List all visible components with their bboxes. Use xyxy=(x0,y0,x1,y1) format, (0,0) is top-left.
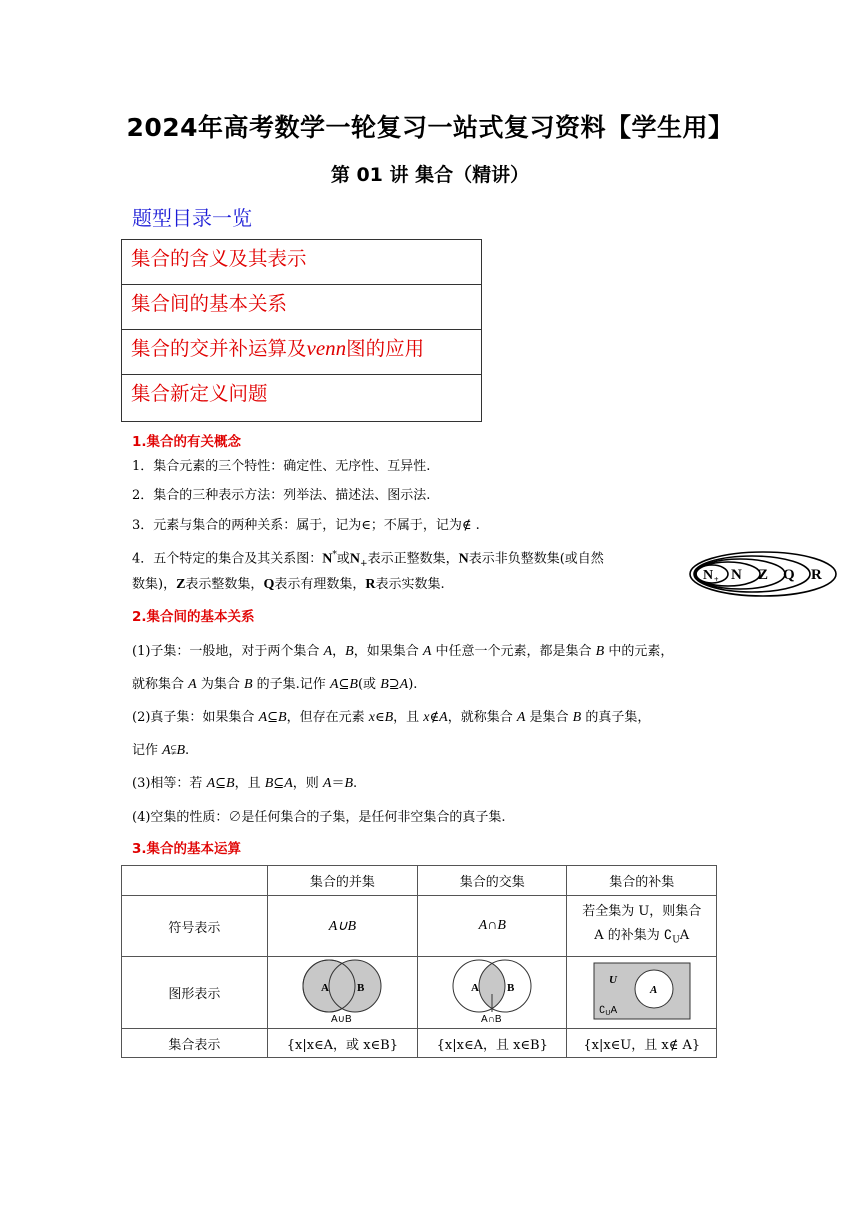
venn-intersect-caption: A∩B xyxy=(481,1013,502,1024)
section1-line1: 1．集合元素的三个特性：确定性、无序性、互异性. xyxy=(132,459,431,474)
empty-set-line: (4)空集的性质：∅是任何集合的子集，是任何非空集合的真子集. xyxy=(132,810,506,825)
subset-line1 xyxy=(132,642,673,662)
subset-line2 xyxy=(132,675,417,695)
sym: B xyxy=(278,710,287,725)
sym: B xyxy=(345,644,354,659)
toc-item-operations-tail: 图的应用 xyxy=(346,337,425,360)
diagram-label-plus: + xyxy=(714,575,719,584)
sym: B xyxy=(380,677,389,692)
section2-title: 2.集合间的基本关系 xyxy=(132,609,255,625)
lecture-subtitle: 第 01 讲 集合（精讲） xyxy=(330,164,530,186)
text: ⫋ xyxy=(170,743,177,758)
intersection-symbol xyxy=(418,896,567,957)
text: . xyxy=(353,776,358,791)
diagram-label-r: R xyxy=(811,567,822,583)
text: A 的补集为 ∁ xyxy=(594,927,673,943)
text: ， xyxy=(332,644,346,659)
diagram-label-z: Z xyxy=(758,567,769,583)
text: ，但存在元素 xyxy=(286,710,369,725)
text: 为集合 xyxy=(196,677,244,692)
text: 的子集.记作 xyxy=(252,677,330,692)
text: A xyxy=(679,927,690,943)
text: ，就称集合 xyxy=(447,710,517,725)
union-set-builder: {x|x∈A，或 x∈B} xyxy=(267,1029,417,1058)
union-venn-diagram xyxy=(297,958,387,1024)
sym: R xyxy=(365,577,376,592)
toc-item-new-definition[interactable]: 集合新定义问题 xyxy=(131,382,268,405)
sym: * xyxy=(332,550,337,560)
sym: A xyxy=(399,677,409,692)
sym: Z xyxy=(176,577,186,592)
sym: B xyxy=(349,677,358,692)
row-label-figure: 图形表示 xyxy=(122,957,268,1029)
row-label-set: 集合表示 xyxy=(122,1029,268,1058)
sym: B xyxy=(264,776,274,791)
sub: U xyxy=(672,935,680,946)
table-header-complement: 集合的补集 xyxy=(567,866,717,896)
text: ). xyxy=(408,677,418,692)
text: 表示正整数集， xyxy=(367,551,459,567)
section1-line3: 3．元素与集合的两种关系：属于，记为∈；不属于，记为∉ . xyxy=(132,518,480,533)
text: 4．五个特定的集合及其关系图： xyxy=(132,551,323,567)
sym: A xyxy=(516,710,526,725)
sym: N xyxy=(322,551,333,567)
table-header-intersection: 集合的交集 xyxy=(418,866,567,896)
sym: Q xyxy=(263,577,275,592)
venn-label-b: B xyxy=(357,981,365,994)
venn-label-a: A xyxy=(321,981,330,994)
text: ⊆ xyxy=(267,710,279,725)
sym: A xyxy=(323,644,333,659)
section1-line2: 2．集合的三种表示方法：列举法、描述法、图示法. xyxy=(132,488,431,503)
text: (或 xyxy=(357,677,381,692)
sym: A xyxy=(422,644,432,659)
venn-union-caption: A∪B xyxy=(331,1013,353,1024)
sym: B xyxy=(226,776,235,791)
toc-item-relations[interactable]: 集合间的基本关系 xyxy=(122,285,481,330)
intersection-venn-cell xyxy=(418,957,567,1029)
equality-line xyxy=(132,774,357,794)
diagram-label-n: N xyxy=(731,567,742,583)
union-symbol xyxy=(267,896,417,957)
sym: A xyxy=(188,677,197,692)
text: ⊇ xyxy=(388,677,400,692)
intersection-set-builder: {x|x∈A，且 x∈B} xyxy=(418,1029,567,1058)
text: ，且 xyxy=(234,776,265,791)
set-operations-table xyxy=(121,865,717,1058)
table-header-empty xyxy=(122,866,268,896)
complement-set-builder: {x|x∈U，且 x∉ A} xyxy=(567,1029,717,1058)
diagram-label-q: Q xyxy=(783,567,795,583)
text: 表示有理数集， xyxy=(274,577,366,592)
sym: + xyxy=(360,558,368,569)
venn-label-u: U xyxy=(608,973,617,986)
proper-subset-line2 xyxy=(132,741,189,761)
sym: N xyxy=(349,551,361,567)
sym: B xyxy=(595,644,605,659)
sym: B xyxy=(572,710,582,725)
text: 的真子集， xyxy=(581,710,651,725)
sym: N xyxy=(458,551,469,567)
text: 就称集合 xyxy=(132,677,189,692)
venn-label-b: B xyxy=(507,981,515,994)
toc-item-meaning[interactable]: 集合的含义及其表示 xyxy=(122,240,481,285)
text: 数集)， xyxy=(132,577,177,592)
text: A xyxy=(610,1004,617,1016)
complement-symbol xyxy=(567,896,717,957)
intersection-venn-diagram xyxy=(447,958,537,1024)
text: ⊆ xyxy=(215,776,227,791)
intersection-symbol-text: A∩B xyxy=(478,918,506,933)
diagram-label-n-plus: N xyxy=(703,568,714,583)
sym: A xyxy=(322,776,332,791)
section1-line5 xyxy=(132,575,445,595)
section3-title: 3.集合的基本运算 xyxy=(132,841,242,857)
text: (2)真子集：如果集合 xyxy=(132,710,259,725)
venn-label-a: A xyxy=(649,983,658,996)
sym: A xyxy=(258,710,268,725)
complement-venn-cell xyxy=(567,957,717,1029)
page-title: 2024年高考数学一轮复习一站式复习资料【学生用】 xyxy=(126,113,734,142)
text: ⊆ xyxy=(338,677,350,692)
sym: B xyxy=(176,743,185,758)
section1-title: 1.集合的有关概念 xyxy=(132,434,242,450)
sym: A xyxy=(329,677,339,692)
text: 记作 xyxy=(132,743,163,758)
sym: B xyxy=(384,710,394,725)
toc-venn-word: venn xyxy=(306,336,347,360)
sym: x xyxy=(368,710,375,725)
text: 是集合 xyxy=(525,710,573,725)
text: (1)子集：一般地，对于两个集合 xyxy=(132,644,324,659)
text: ⊆ xyxy=(273,776,285,791)
proper-subset-line1 xyxy=(132,708,650,728)
union-symbol-text: A∪B xyxy=(328,918,357,934)
toc-item-operations-text: 集合的交并补运算及 xyxy=(131,337,307,360)
text: 或 xyxy=(336,551,350,567)
sym: B xyxy=(243,677,253,692)
text: 中的元素， xyxy=(604,644,674,659)
number-sets-diagram xyxy=(688,550,838,598)
text: ＝ xyxy=(331,776,345,791)
text: . xyxy=(185,743,190,758)
section1-line4 xyxy=(132,545,604,574)
text: ∁ xyxy=(598,1004,606,1016)
complement-venn-diagram xyxy=(592,961,692,1021)
sym: B xyxy=(344,776,354,791)
text: ∈ xyxy=(374,710,385,725)
text: ∉ xyxy=(429,710,440,725)
toc-heading: 题型目录一览 xyxy=(132,206,252,230)
row-label-symbol: 符号表示 xyxy=(122,896,268,957)
venn-label-a: A xyxy=(471,981,480,994)
text: ，如果集合 xyxy=(353,644,423,659)
complement-line2 xyxy=(567,924,716,953)
sym: A xyxy=(439,710,448,725)
union-venn-cell xyxy=(267,957,417,1029)
complement-line1: 若全集为 U，则集合 xyxy=(582,903,702,919)
text: (3)相等：若 xyxy=(132,776,207,791)
text: 中任意一个元素，都是集合 xyxy=(431,644,596,659)
sym: A xyxy=(162,743,171,758)
table-header-union: 集合的并集 xyxy=(267,866,417,896)
text: ，则 xyxy=(292,776,323,791)
text: 表示实数集. xyxy=(375,577,445,592)
sym: A xyxy=(206,776,216,791)
toc-table xyxy=(121,239,482,422)
sym: x xyxy=(423,710,430,725)
sym: A xyxy=(284,776,293,791)
text: 表示非负整数集(或自然 xyxy=(468,551,604,567)
toc-item-operations[interactable] xyxy=(122,330,481,375)
text: 表示整数集， xyxy=(185,577,264,592)
sub: U xyxy=(605,1009,611,1017)
text: ，且 xyxy=(393,710,424,725)
